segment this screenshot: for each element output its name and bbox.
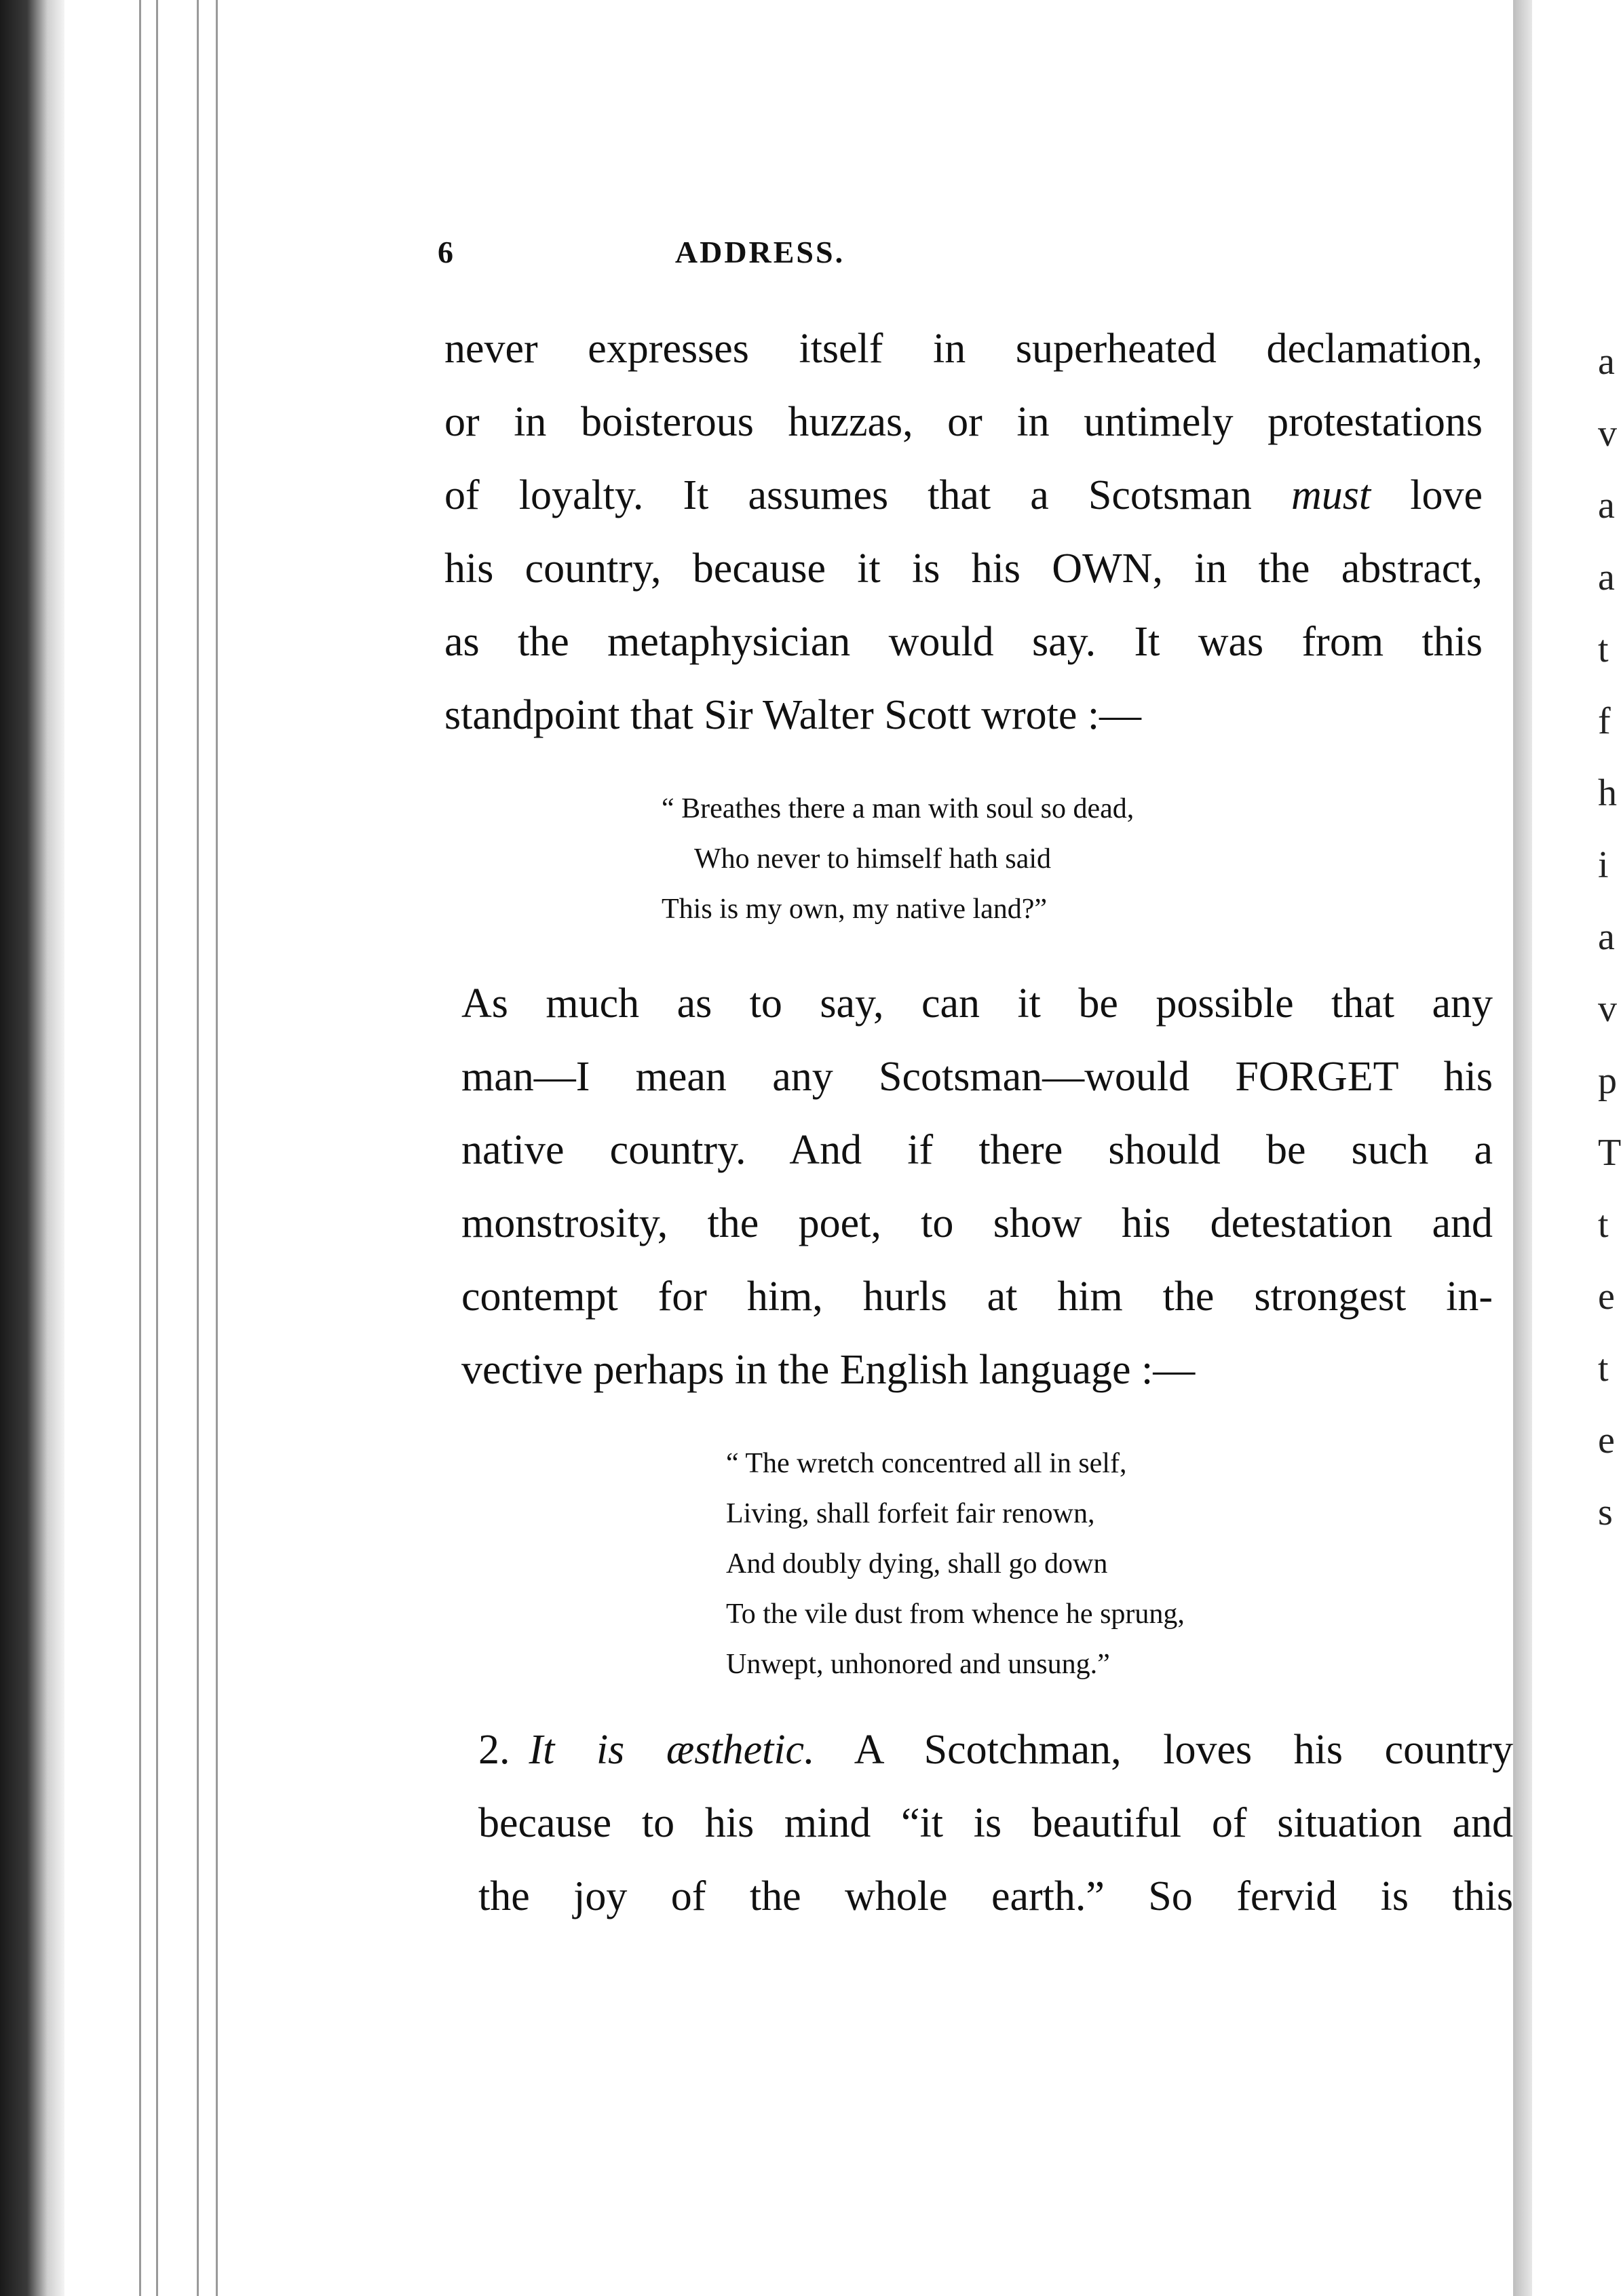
verse-line: And doubly dying, shall go down <box>726 1548 1108 1580</box>
fragment-letter: a <box>1598 916 1615 958</box>
verse-line: This is my own, my native land?” <box>662 894 1048 925</box>
page-edge-line <box>216 0 218 2296</box>
verse-quote-1 <box>662 784 1134 934</box>
fragment-letter: T <box>1598 1132 1621 1174</box>
emphasis-text: must <box>1291 472 1371 518</box>
page-edge-line <box>197 0 199 2296</box>
text-segment: A Scotchman, loves his country <box>814 1727 1513 1773</box>
fragment-letter: h <box>1598 772 1617 814</box>
facing-page-fragments <box>1598 326 1621 1548</box>
paragraph-line: monstrosity, the poet, to show his detestation and <box>461 1200 1493 1246</box>
text-segment: of loyalty. It assumes that a Scotsman <box>444 472 1292 518</box>
verse-line: Who never to himself hath said <box>694 843 1052 875</box>
verse-line: “ The wretch concentred all in self, <box>726 1448 1127 1479</box>
fragment-letter: s <box>1598 1491 1613 1533</box>
verse-line: “ Breathes there a man with soul so dead, <box>662 793 1134 824</box>
paragraph-line <box>478 1713 1513 1786</box>
fragment-letter: t <box>1598 1204 1609 1246</box>
verse-line: Living, shall forfeit fair renown, <box>726 1498 1095 1529</box>
fragment-letter: e <box>1598 1276 1615 1318</box>
scan-left-edge <box>0 0 64 2296</box>
paragraph-2 <box>461 967 1493 1407</box>
fragment-letter: t <box>1598 1347 1609 1390</box>
section-number: 2. <box>478 1727 510 1773</box>
verse-line: Unwept, unhonored and unsung.” <box>726 1649 1110 1680</box>
page-edge-line <box>156 0 158 2296</box>
fragment-letter: e <box>1598 1419 1615 1461</box>
fragment-letter: v <box>1598 988 1617 1030</box>
fragment-letter: a <box>1598 484 1615 527</box>
paragraph-line: or in boisterous huzzas, or in untimely protestations <box>444 399 1483 445</box>
paragraph-line: the joy of the whole earth.” So fervid is this <box>478 1873 1513 1919</box>
running-head: ADDRESS. <box>674 235 845 269</box>
paragraph-1 <box>444 312 1483 752</box>
paragraph-3 <box>478 1713 1513 1933</box>
fragment-letter: a <box>1598 556 1615 598</box>
paragraph-line: contempt for him, hurls at him the strongest in- <box>461 1274 1493 1320</box>
paragraph-line: man—I mean any Scotsman—would FORGET his <box>461 1054 1493 1100</box>
paragraph-line: because to his mind “it is beautiful of situation and <box>478 1800 1513 1846</box>
text-segment: love <box>1371 472 1483 518</box>
fragment-letter: t <box>1598 628 1609 670</box>
fragment-letter: i <box>1598 844 1609 886</box>
page-edge-line <box>139 0 141 2296</box>
section-heading: It is æsthetic. <box>529 1727 815 1773</box>
fragment-letter: f <box>1598 700 1611 742</box>
paragraph-line: standpoint that Sir Walter Scott wrote :— <box>444 692 1142 738</box>
paragraph-line: as the metaphysician would say. It was from this <box>444 619 1483 665</box>
page-number: 6 <box>438 235 453 269</box>
fragment-letter: a <box>1598 341 1615 383</box>
fragment-letter: v <box>1598 413 1617 455</box>
paragraph-line: never expresses itself in superheated declamation, <box>444 326 1483 372</box>
verse-quote-2 <box>726 1438 1185 1689</box>
paragraph-line <box>444 459 1483 532</box>
verse-line: To the vile dust from whence he sprung, <box>726 1599 1185 1630</box>
paragraph-line: his country, because it is his OWN, in the abstract, <box>444 546 1483 592</box>
paragraph-line: As much as to say, can it be possible that any <box>461 980 1493 1027</box>
gutter-shadow <box>1513 0 1532 2296</box>
fragment-letter: p <box>1598 1060 1617 1102</box>
paragraph-line: native country. And if there should be such a <box>461 1127 1493 1173</box>
paragraph-line: vective perhaps in the English language :— <box>461 1347 1196 1393</box>
